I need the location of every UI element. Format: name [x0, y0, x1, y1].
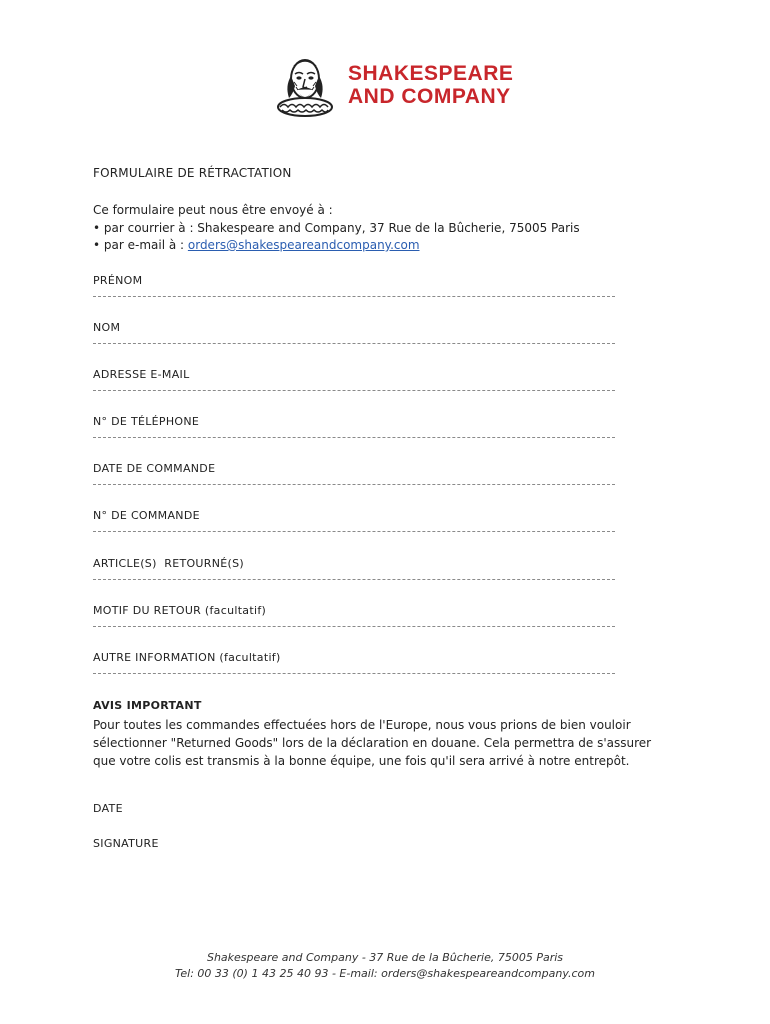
notice-line-1: Pour toutes les commandes effectuées hors de l'Europe, nous vous prions de bien vouloir: [93, 718, 631, 732]
field-label: NOM: [93, 321, 121, 334]
email-link[interactable]: orders@shakespeareandcompany.com: [187, 238, 420, 252]
footer-contact: Tel: 00 33 (0) 1 43 25 40 93 - E-mail: orders@shakespeareandcompany.com: [175, 967, 595, 980]
intro-line-3-prefix: • par e-mail à :: [93, 238, 188, 252]
fill-in-line[interactable]: [93, 626, 615, 627]
field-label: N° DE COMMANDE: [93, 509, 200, 522]
field-label: AUTRE INFORMATION (facultatif): [93, 651, 281, 664]
fill-in-line[interactable]: [93, 531, 615, 532]
notice-line-2: sélectionner "Returned Goods" lors de la déclaration en douane. Cela permettra de s'assurer: [93, 736, 652, 750]
field-order-number[interactable]: [93, 509, 615, 532]
intro-text: [93, 202, 580, 255]
shakespeare-portrait-icon: [272, 52, 338, 118]
field-label: ARTICLE(S) RETOURNÉ(S): [93, 557, 244, 570]
page-footer: [0, 950, 770, 982]
fill-in-line[interactable]: [93, 484, 615, 485]
fill-in-line[interactable]: [93, 579, 615, 580]
field-email[interactable]: [93, 368, 615, 391]
form-title: FORMULAIRE DE RÉTRACTATION: [93, 166, 292, 180]
brand-line-2: AND COMPANY: [348, 85, 511, 108]
field-phone[interactable]: [93, 415, 615, 438]
field-return-reason[interactable]: [93, 604, 615, 627]
notice-body: [93, 716, 683, 770]
field-last-name[interactable]: [93, 321, 615, 344]
date-label: DATE: [93, 802, 123, 815]
fill-in-line[interactable]: [93, 390, 615, 391]
field-first-name[interactable]: [93, 274, 615, 297]
signature-label: SIGNATURE: [93, 837, 159, 850]
fill-in-line[interactable]: [93, 343, 615, 344]
intro-line-2: • par courrier à : Shakespeare and Company, 37 Rue de la Bûcherie, 75005 Paris: [93, 220, 580, 235]
intro-line-3: [93, 237, 580, 255]
fill-in-line[interactable]: [93, 673, 615, 674]
fill-in-line[interactable]: [93, 296, 615, 297]
field-label: MOTIF DU RETOUR (facultatif): [93, 604, 267, 617]
important-notice: [93, 699, 683, 770]
field-label: PRÉNOM: [93, 274, 143, 287]
field-order-date[interactable]: [93, 462, 615, 485]
brand-line-1: SHAKESPEARE: [348, 62, 514, 85]
brand-name: [348, 62, 513, 108]
notice-line-3: que votre colis est transmis à la bonne équipe, une fois qu'il sera arrivé à notre entrepôt.: [93, 754, 630, 768]
field-label: N° DE TÉLÉPHONE: [93, 415, 200, 428]
field-other-info[interactable]: [93, 651, 615, 674]
field-label: DATE DE COMMANDE: [93, 462, 216, 475]
brand-logo: [272, 52, 513, 118]
field-label: ADRESSE E-MAIL: [93, 368, 190, 381]
footer-address: Shakespeare and Company - 37 Rue de la Bûcherie, 75005 Paris: [206, 951, 564, 964]
intro-line-1: Ce formulaire peut nous être envoyé à :: [93, 203, 333, 217]
field-returned-items[interactable]: [93, 557, 615, 580]
notice-title: AVIS IMPORTANT: [93, 699, 202, 712]
fill-in-line[interactable]: [93, 437, 615, 438]
